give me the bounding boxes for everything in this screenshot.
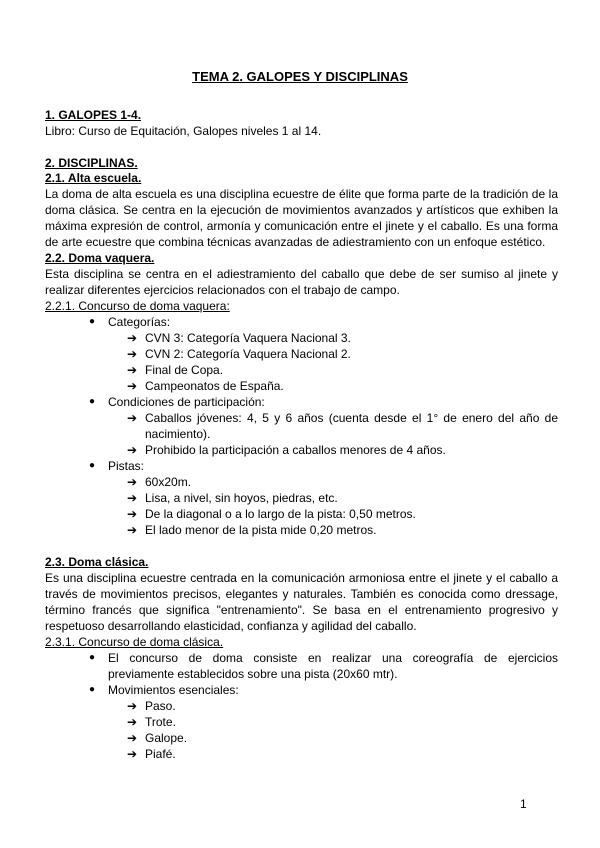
list-item: Paso. <box>145 699 176 713</box>
paragraph-line: Es una disciplina ecuestre centrada en la comunicación armoniosa entre el jinete y el caballo a <box>45 571 558 585</box>
section-2-3-heading: 2.3. Doma clásica. <box>45 555 149 569</box>
arrow-icon: ➔ <box>127 491 138 505</box>
list-item: CVN 3: Categoría Vaquera Nacional 3. <box>145 331 351 345</box>
paragraph-line: través de movimientos precisos, elegantes y naturales. También es conocida como dressage, <box>45 587 558 601</box>
arrow-icon: ➔ <box>127 411 138 425</box>
section-1-heading: 1. GALOPES 1-4. <box>45 108 142 122</box>
paragraph-line: La doma de alta escuela es una disciplina ecuestre de élite que forma parte de la tradición de la <box>45 187 558 201</box>
arrow-icon: ➔ <box>127 699 138 713</box>
arrow-icon: ➔ <box>127 507 138 521</box>
arrow-icon: ➔ <box>127 443 138 457</box>
list-item-continuation: nacimiento). <box>145 427 211 441</box>
paragraph-line: de arte ecuestre que combina técnicas avanzadas de adiestramiento con un enfoque estético. <box>45 235 546 249</box>
section-1-text: Libro: Curso de Equitación, Galopes niveles 1 al 14. <box>45 124 322 138</box>
bullet-icon: ● <box>89 652 96 663</box>
arrow-icon: ➔ <box>127 363 138 377</box>
paragraph-line: término francés que significa "entrenamiento". Se basa en el entrenamiento progresivo y <box>45 603 558 617</box>
arrow-icon: ➔ <box>127 715 138 729</box>
list-item: 60x20m. <box>145 475 192 489</box>
list-item: Trote. <box>145 715 176 729</box>
list-item: Movimientos esenciales: <box>108 683 239 697</box>
paragraph-line: realizar diferentes ejercicios relacionados con el trabajo de campo. <box>45 283 400 297</box>
bullet-icon: ● <box>89 396 96 407</box>
section-2-heading: 2. DISCIPLINAS. <box>45 156 138 170</box>
list-item: CVN 2: Categoría Vaquera Nacional 2. <box>145 347 351 361</box>
list-item: De la diagonal o a lo largo de la pista: 0,50 metros. <box>145 507 416 521</box>
subsection-2-3-1-heading: 2.3.1. Concurso de doma clásica. <box>45 635 224 649</box>
section-2-2-heading: 2.2. Doma vaquera. <box>45 251 155 265</box>
list-item: Lisa, a nivel, sin hoyos, piedras, etc. <box>145 491 338 505</box>
paragraph-line: máxima expresión de control, armonía y comunicación entre el jinete y el caballo. Es una forma <box>45 219 558 233</box>
arrow-icon: ➔ <box>127 523 138 537</box>
subsection-2-2-1-heading: 2.2.1. Concurso de doma vaquera: <box>45 299 230 313</box>
bullet-icon: ● <box>89 460 96 471</box>
arrow-icon: ➔ <box>127 347 138 361</box>
list-item-continuation: previamente establecidos sobre una pista (20x60 mtr). <box>108 667 398 681</box>
list-item: Caballos jóvenes: 4, 5 y 6 años (cuenta desde el 1° de enero del año de <box>145 411 558 425</box>
paragraph-line: respetuoso desarrollando elasticidad, confianza y agilidad del caballo. <box>45 619 417 633</box>
list-item: Condiciones de participación: <box>108 395 265 409</box>
arrow-icon: ➔ <box>127 731 138 745</box>
list-item: El lado menor de la pista mide 0,20 metros. <box>145 523 377 537</box>
page-number: 1 <box>520 797 527 811</box>
section-2-1-heading: 2.1. Alta escuela. <box>45 171 142 185</box>
arrow-icon: ➔ <box>127 475 138 489</box>
list-item: Final de Copa. <box>145 363 224 377</box>
paragraph-line: doma clásica. Se centra en la ejecución de movimientos avanzados y artísticos que exhiben la <box>45 203 558 217</box>
list-item: Galope. <box>145 731 188 745</box>
list-item: Pistas: <box>108 459 145 473</box>
document-title: TEMA 2. GALOPES Y DISCIPLINAS <box>192 69 408 84</box>
paragraph-line: Esta disciplina se centra en el adiestramiento del caballo que debe de ser sumiso al jinete y <box>45 267 558 281</box>
list-item: Prohibido la participación a caballos menores de 4 años. <box>145 443 446 457</box>
arrow-icon: ➔ <box>127 379 138 393</box>
list-item: Categorías: <box>108 315 171 329</box>
list-item: Piafé. <box>145 747 176 761</box>
arrow-icon: ➔ <box>127 747 138 761</box>
bullet-icon: ● <box>89 684 96 695</box>
bullet-icon: ● <box>89 316 96 327</box>
list-item: El concurso de doma consiste en realizar una coreografía de ejercicios <box>108 651 558 665</box>
arrow-icon: ➔ <box>127 331 138 345</box>
list-item: Campeonatos de España. <box>145 379 284 393</box>
